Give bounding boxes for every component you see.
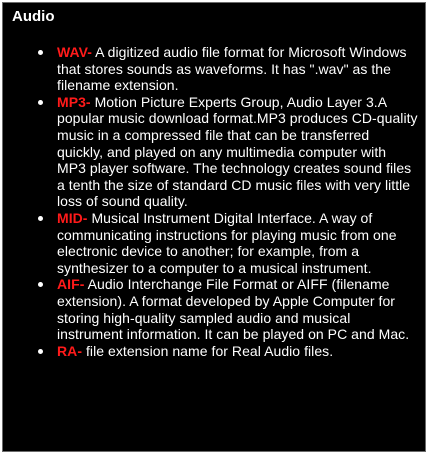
audio-format-list	[3, 44, 418, 359]
term-label: RA-	[57, 342, 83, 359]
term-label: MID-	[57, 209, 88, 226]
bullet-icon	[38, 50, 43, 55]
term-label: WAV-	[57, 44, 92, 60]
list-item-mid	[3, 210, 418, 276]
bullet-icon	[38, 349, 43, 354]
list-item-ra	[3, 343, 418, 360]
list-item-mp3	[3, 94, 418, 210]
list-item-aif	[3, 276, 418, 342]
bullet-icon	[38, 100, 43, 105]
term-description: A digitized audio file format for Microsoft Windows that stores sounds as waveforms. It has ".wav" as the filename extension.	[57, 44, 407, 94]
term-label: AIF-	[57, 276, 85, 293]
term-label: MP3-	[57, 93, 91, 110]
term-description: Audio Interchange File Format or AIFF (filename extension). A format developed by Apple Computer for storing high-quality sampled audio and musical instrument information. It can be played on PC and Mac.	[57, 276, 410, 343]
page-title: Audio	[12, 8, 55, 25]
term-description: file extension name for Real Audio files.	[82, 342, 334, 359]
bullet-icon	[38, 216, 43, 221]
bullet-icon	[38, 282, 43, 287]
audio-panel	[2, 2, 426, 452]
list-item-wav	[3, 44, 418, 94]
term-description: Musical Instrument Digital Interface. A way of communicating instructions for playing music from one electronic device to another; for example, from a synthesizer to a computer to a musical instrument.	[57, 209, 397, 276]
term-description: Motion Picture Experts Group, Audio Layer 3.A popular music download format.MP3 produces CD-quality music in a compressed file that can be transferred quickly, and played on any multimedia computer with MP3 player software. The technology creates sound files a tenth the size of standard CD music files with very little loss of sound quality.	[57, 93, 418, 210]
